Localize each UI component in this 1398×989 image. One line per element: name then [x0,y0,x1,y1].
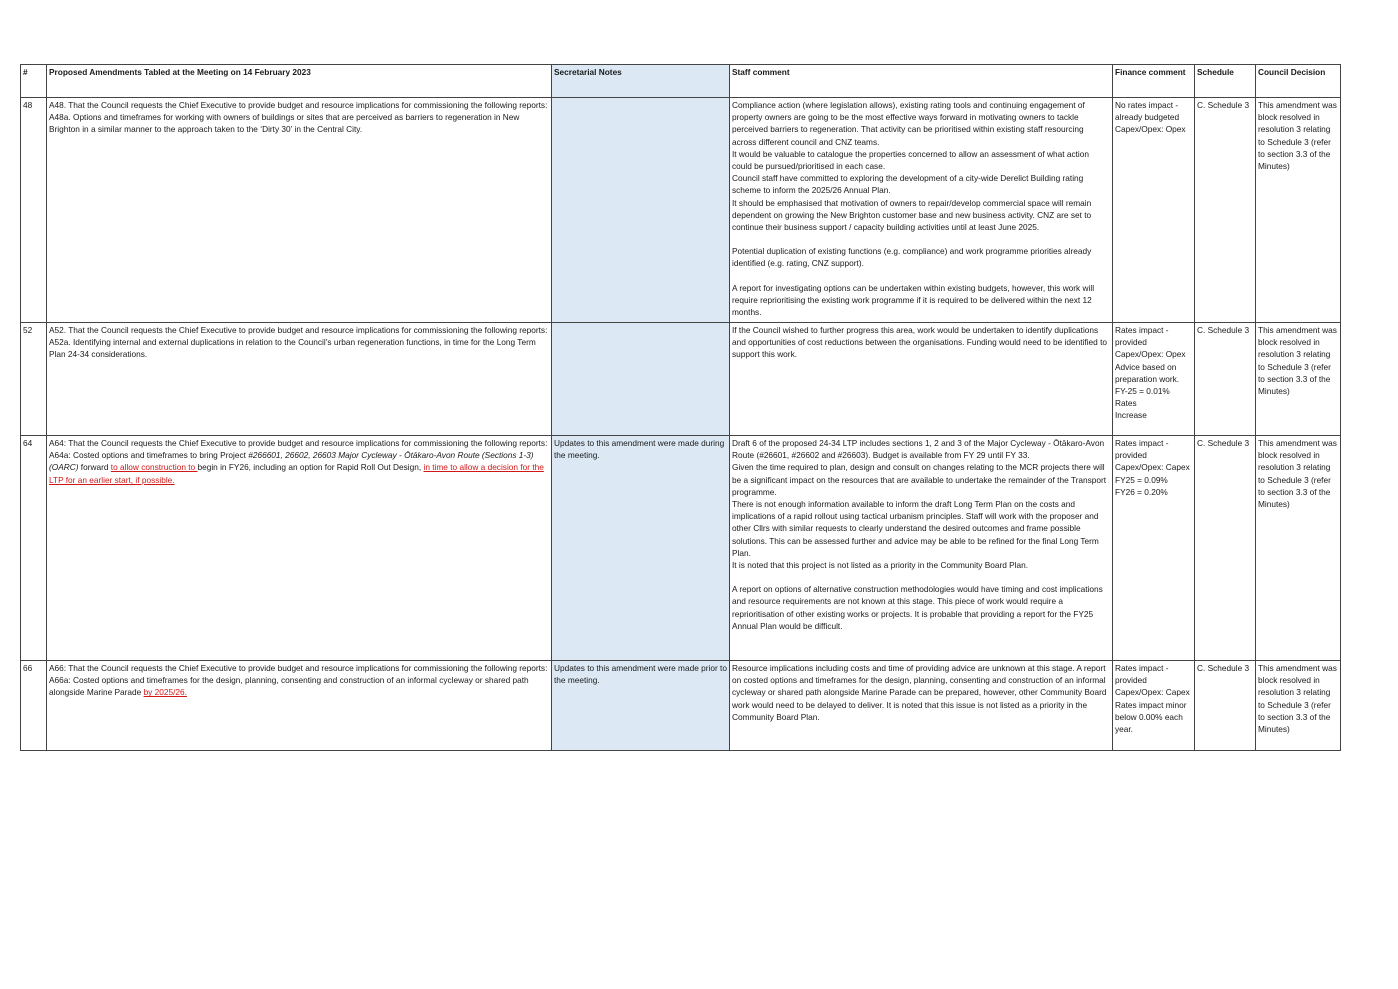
staff-comment-cell [730,436,1113,661]
staff-comment-text: Draft 6 of the proposed 24-34 LTP includes sections 1, 2 and 3 of the Major Cycleway - Ōtākaro-Avon Route (#26601, #26602 and #26603). Budget is available from FY 29 until FY 33. [732,438,1105,461]
schedule-cell: C. Schedule 3 [1195,323,1256,436]
finance-line: Rates impact - [1115,663,1169,673]
staff-comment-cell [730,323,1113,436]
staff-comment-text: Compliance action (where legislation allows), existing rating tools and continuing engagement of property owners are going to be the most effective ways forward in motivating owners to tackle perceived barriers to regeneration. That activity can be prioritised within existing staff resourcing across different council and CNZ teams. [732,100,1085,147]
finance-comment-cell [1113,436,1195,661]
finance-line: year. [1115,724,1133,735]
finance-line: preparation work. [1115,373,1180,384]
staff-comment-cell [730,661,1113,751]
finance-comment-cell [1113,661,1195,751]
finance-comment-cell [1113,98,1195,323]
row-number: 52 [21,323,47,436]
finance-line: Capex/Opex: Capex [1115,462,1190,473]
finance-line: Advice based on [1115,361,1177,372]
amendment-text: A48a. Options and timeframes for working with owners of buildings or sites that are perceived as barriers to regeneration in New Brighton in a similar manner to the approach taken to the ‘Dirty 30’ in the Central City. [49,112,520,135]
staff-comment-text: Resource implications including costs and time of providing advice are unknown at this stage. A report on costed options and timeframes for the design, planning, consenting and construction of an informal cycleway or shared path alongside Marine Parade can be prepared, however, other Community Board work would need to be delayed to deliver. It is noted that this issue is not listed as a priority in the Community Board Plan. [732,663,1107,722]
amendments-table [20,64,1341,751]
staff-comment-text: It would be valuable to catalogue the properties concerned to allow an assessment of what action could be pursued/prioritised in each case. [732,148,1089,172]
staff-comment-text: Given the time required to plan, design and consult on changes relating to the MCR projects there will be a significant impact on the resources that are available to undertake the remainder of the Transport programme. [732,462,1107,497]
amendment-text-part: forward [78,462,111,473]
finance-line: already budgeted [1115,112,1180,123]
amendment-text: A48. That the Council requests the Chief Executive to provide budget and resource implications for commissioning the following reports: [49,100,548,110]
table-row [21,436,1341,661]
finance-line: FY25 = 0.09% [1115,474,1168,485]
council-decision-cell: This amendment was block resolved in resolution 3 relating to Schedule 3 (refer to section 3.3 of the Minutes) [1256,323,1341,436]
finance-line: provided [1115,337,1147,348]
inserted-text: to allow construction to [110,462,198,473]
header-schedule: Schedule [1195,65,1256,98]
finance-line: provided [1115,675,1147,686]
inserted-text: by 2025/26. [143,687,187,698]
amendment-text: A64: That the Council requests the Chief Executive to provide budget and resource implications for commissioning the following reports: [49,438,548,448]
header-staff-comment: Staff comment [730,65,1113,98]
header-number: # [21,65,47,98]
finance-line: FY26 = 0.20% [1115,486,1168,497]
secretarial-notes-cell: Updates to this amendment were made during the meeting. [552,436,730,661]
amendment-text: A52a. Identifying internal and external duplications in relation to the Council’s urban regeneration functions, in time for the Long Term Plan 24-34 considerations. [49,337,536,360]
schedule-cell: C. Schedule 3 [1195,661,1256,751]
secretarial-notes-cell [552,98,730,323]
finance-line: Capex/Opex: Opex [1115,349,1186,360]
proposed-amendment-cell [47,661,552,751]
header-council-decision: Council Decision [1256,65,1341,98]
schedule-cell: C. Schedule 3 [1195,436,1256,661]
finance-comment-cell [1113,323,1195,436]
council-decision-cell: This amendment was block resolved in resolution 3 relating to Schedule 3 (refer to section 3.3 of the Minutes) [1256,661,1341,751]
staff-comment-text: It is noted that this project is not listed as a priority in the Community Board Plan. [732,560,1029,571]
amendment-text [49,674,549,698]
secretarial-notes-cell: Updates to this amendment were made prior to the meeting. [552,661,730,751]
table-row [21,323,1341,436]
row-number: 66 [21,661,47,751]
staff-comment-text: It should be emphasised that motivation of owners to repair/develop commercial space will remain dependent on growing the New Brighton customer base and new business activity. CNZ are set to continue their business support / capacity building activities until at least June 2025. [732,197,1092,233]
header-secretarial-notes: Secretarial Notes [552,65,730,98]
amendment-text: A52. That the Council requests the Chief Executive to provide budget and resource implications for commissioning the following reports: [49,325,548,335]
staff-comment-cell [730,98,1113,323]
finance-line: Capex/Opex: Opex [1115,124,1186,135]
amendment-text-part: A64a: Costed options and timeframes to bring Project [49,450,249,461]
staff-comment-text: A report on options of alternative construction methodologies would have timing and cost implications and resource requirements are not known at this stage. This piece of work would require a reprioritisation of other existing works or projects. It is probable that providing a report for the FY25 Annual Plan would be difficult. [732,584,1103,631]
amendment-text-part: A66a: Costed options and timeframes for the design, planning, consenting and construction of an informal cycleway or shared path alongside Marine Parade [49,675,529,698]
amendment-text-part: begin in FY26, including an option for Rapid Roll Out Design, [197,462,424,473]
finance-line: Capex/Opex: Capex [1115,687,1190,698]
amendment-text: A66: That the Council requests the Chief Executive to provide budget and resource implications for commissioning the following reports: [49,663,548,673]
council-decision-cell: This amendment was block resolved in resolution 3 relating to Schedule 3 (refer to section 3.3 of the Minutes) [1256,436,1341,661]
finance-line: below 0.00% each [1115,711,1183,722]
staff-comment-text: If the Council wished to further progress this area, work would be undertaken to identify duplications and opportunities of cost reductions between the organisations. Funding would need to be identified to support this work. [732,325,1107,360]
row-number: 48 [21,98,47,323]
finance-line: Rates impact minor [1115,699,1187,710]
secretarial-notes-cell [552,323,730,436]
table-row [21,661,1341,751]
header-proposed-amendments: Proposed Amendments Tabled at the Meeting on 14 February 2023 [47,65,552,98]
header-finance-comment: Finance comment [1113,65,1195,98]
table-row [21,98,1341,323]
finance-line: No rates impact - [1115,100,1179,110]
finance-line: provided [1115,450,1147,461]
header-row [21,65,1341,98]
staff-comment-text: Council staff have committed to exploring the development of a city-wide Derelict Building rating scheme to inform the 2025/26 Annual Plan. [732,173,1084,196]
row-number: 64 [21,436,47,661]
proposed-amendment-cell [47,436,552,661]
project-reference: #266601, 26602, 26603 Major Cycleway - Ōtākaro-Avon Route (Sections 1-3) (OARC) [49,450,534,473]
proposed-amendment-cell [47,323,552,436]
finance-line: Rates impact - [1115,438,1169,448]
finance-line: Rates impact - [1115,325,1169,335]
staff-comment-text: There is not enough information available to inform the draft Long Term Plan on the costs and implications of a rapid rollout using tactical urbanism principles. Staff will work with the proposer and other Cllrs with similar requests to clearly understand the desired outcomes and frame possible solutions. This can be assessed further and advice may be able to be refined for the final Long Term Plan. [732,499,1099,558]
staff-comment-text: Potential duplication of existing functions (e.g. compliance) and work programme priorities already identified (e.g. rating, CNZ support). [732,246,1092,269]
finance-line: Increase [1115,410,1147,421]
amendment-text [49,449,549,486]
schedule-cell: C. Schedule 3 [1195,98,1256,323]
proposed-amendment-cell [47,98,552,323]
council-decision-cell: This amendment was block resolved in resolution 3 relating to Schedule 3 (refer to section 3.3 of the Minutes) [1256,98,1341,323]
inserted-text: in time to allow a decision for the LTP for an earlier start, if possible. [49,462,544,485]
finance-line: FY-25 = 0.01% Rates [1115,386,1170,409]
staff-comment-text: A report for investigating options can be undertaken within existing budgets, however, this work will require reprioritising the existing work programme if it is required to be delivered within the next 12 months. [732,282,1095,318]
